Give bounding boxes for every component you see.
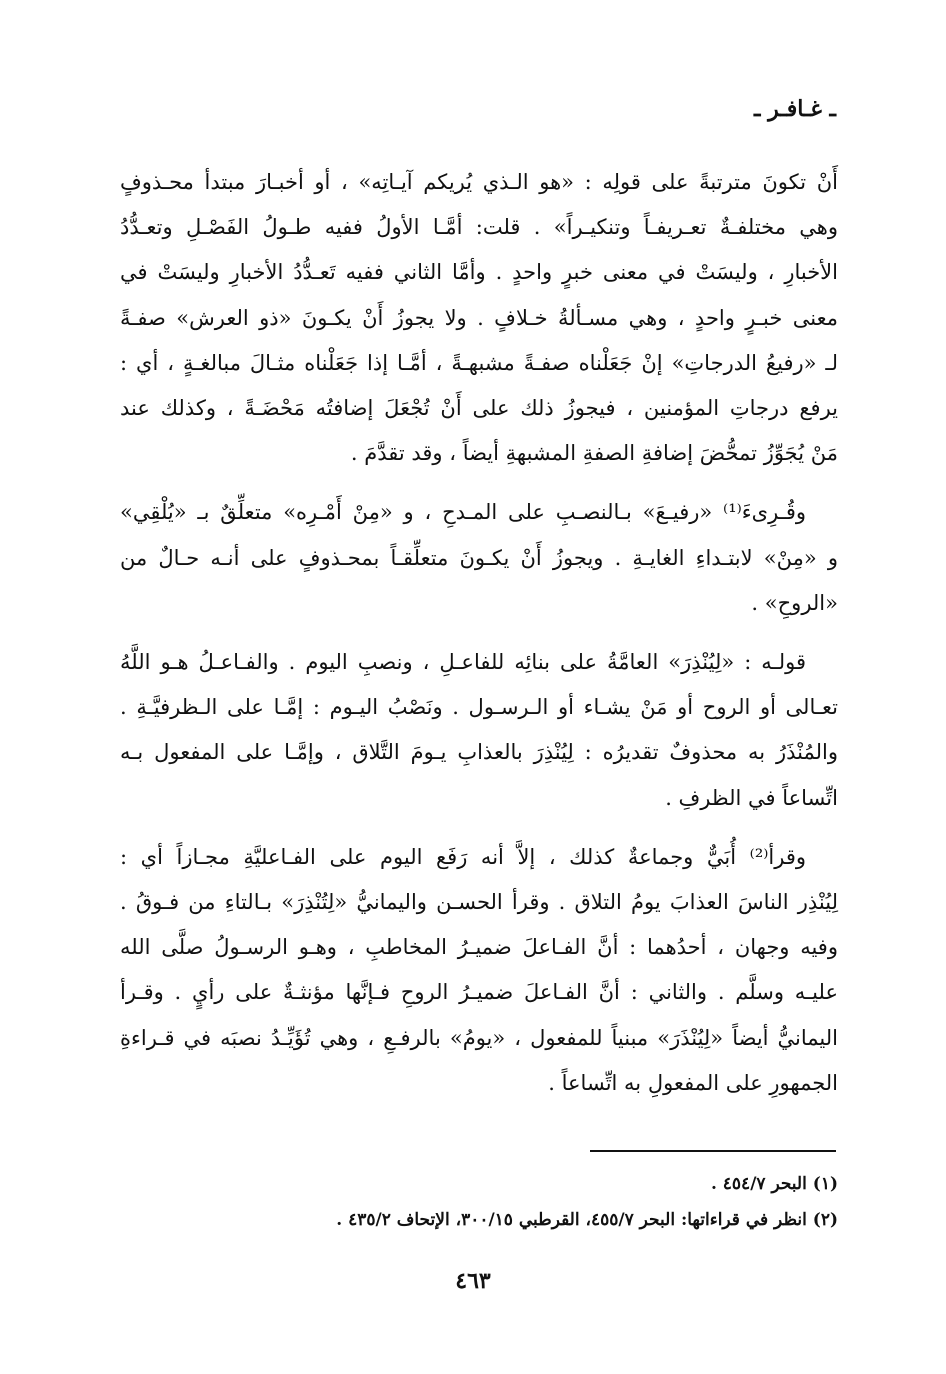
text-line: يرفع درجاتِ المؤمنين ، فيجوزُ ذلك على أَنْ تُجْعَلَ إضافتُه مَحْضَـةً ، وكذلك عند	[120, 396, 838, 421]
text-line: تعـالى أو الروح أو مَنْ يشـاء أو الـرسـول . ونَصْبُ اليـوم : إمَّـا على الـظرفيَّـةِ .	[120, 695, 838, 720]
text-line: الأخبارِ ، وليسَتْ في معنى خبرٍ واحدٍ . وأمَّا الثاني ففيه تَعـدُّدُ الأخبارِ وليسَتْ في	[120, 260, 838, 285]
page-number: ٤٦٣	[455, 1268, 491, 1294]
running-header: ـ غـافـر ـ	[754, 96, 836, 122]
text-line: لِيُنْذِر الناسَ العذابَ يومُ التلاق . وقرأ الحسـن واليمانيُّ «لِتُنْذِرَ» بـالتاءِ من فـوقُ .	[120, 890, 838, 915]
text-line: وفيه وجهان ، أحدُهما : أنَّ الفـاعلَ ضميـرُ المخاطبِ ، وهـو الرسـولُ صلَّى الله	[120, 935, 838, 960]
text-line: و «مِنْ» لابتـداءِ الغايـةِ . ويجوزُ أَنْ يكـونَ متعلِّقـاً بمحـذوفٍ على أنـه حـالٌ من	[120, 545, 838, 570]
paragraph-4	[120, 835, 838, 1106]
text-line: لـ «رفيعُ الدرجاتِ» إنْ جَعَلْناه صفـةً مشبهـةً ، أمَّـا إذا جَعَلْناه مثـالَ مبالغـةٍ ، أي :	[120, 350, 838, 375]
paragraph-2	[120, 490, 870, 626]
text-line: وقُـرِىءَ⁽¹⁾ «رفيـعَ» بـالنصـبِ على المـدحِ ، و «مِنْ أَمْـرِه» متعلِّقٌ بـ «يُلْقِي»	[120, 500, 806, 525]
text-line: وقرأ⁽²⁾ أُبَيٌّ وجماعةٌ كذلك ، إلاَّ أنه رَفَع اليوم على الفـاعليَّةِ مجـازاً أي :	[120, 844, 806, 869]
text-line: الجمهورِ على المفعولِ به اتِّساعاً .	[548, 1070, 838, 1095]
footnote-2: (٢) انظر في قراءاتها: البحر ٤٥٥/٧، القرطبي ٣٠٠/١٥، الإتحاف ٤٣٥/٢ .	[336, 1210, 838, 1230]
text-line: اليمانيُّ أيضاً «لِيُنْذَرَ» مبنياً للمفعول ، «يومُ» بالرفـعِ ، وهي تُؤَيِّـدُ نصبَه في قـراءةِ	[120, 1025, 838, 1050]
footnote-1: (١) البحر ٤٥٤/٧ .	[710, 1174, 838, 1194]
text-line: «الروحِ» .	[751, 590, 838, 615]
text-line: اتِّساعاً في الظرفِ .	[665, 785, 838, 810]
text-line: قولـه : «لِيُنْذِرَ» العامَّةُ على بنائِه للفاعـلِ ، ونصبِ اليوم . والفـاعـلُ هـو اللَّهُ	[120, 650, 806, 675]
paragraph-1	[120, 160, 838, 476]
text-line: وهي مختلفـةٌ تعـريفـاً وتنكيـراً» . قلت: أمَّـا الأولُ ففيه طـولُ الفَصْـلِ وتعـدُّدُ	[120, 215, 838, 240]
main-text	[120, 160, 838, 1120]
footnote-divider	[590, 1150, 836, 1152]
paragraph-3	[120, 640, 838, 821]
text-line: معنى خبـرٍ واحدٍ ، وهي مسـألةُ خـلافٍ . ولا يجوزُ أَنْ يكـونَ «ذو العرش» صفـةً	[120, 305, 838, 330]
footnotes	[120, 1166, 838, 1238]
text-line: أَنْ تكونَ مترتبةً على قولِه : «هو الـذي يُريكم آيـاتِه» ، أو أخبـارَ مبتدأ محـذوفٍ	[120, 170, 838, 194]
text-line: والمُنْذَرُ به محذوفٌ تقديرُه : لِيُنْذِرَ بالعذابِ يـومَ التَّلاق ، وإمَّـا على المفعول بـه	[120, 740, 838, 765]
text-line: مَنْ يُجَوِّزُ تمحُّضَ إضافةِ الصفةِ المشبهةِ أيضاً ، وقد تقدَّمَ .	[350, 441, 838, 466]
text-line: عليـه وسلَّم . والثاني : أنَّ الفـاعلَ ضميـرُ الروحِ فـإنَّها مؤنثـةٌ على رأيٍ . وقـرأ	[120, 980, 838, 1005]
